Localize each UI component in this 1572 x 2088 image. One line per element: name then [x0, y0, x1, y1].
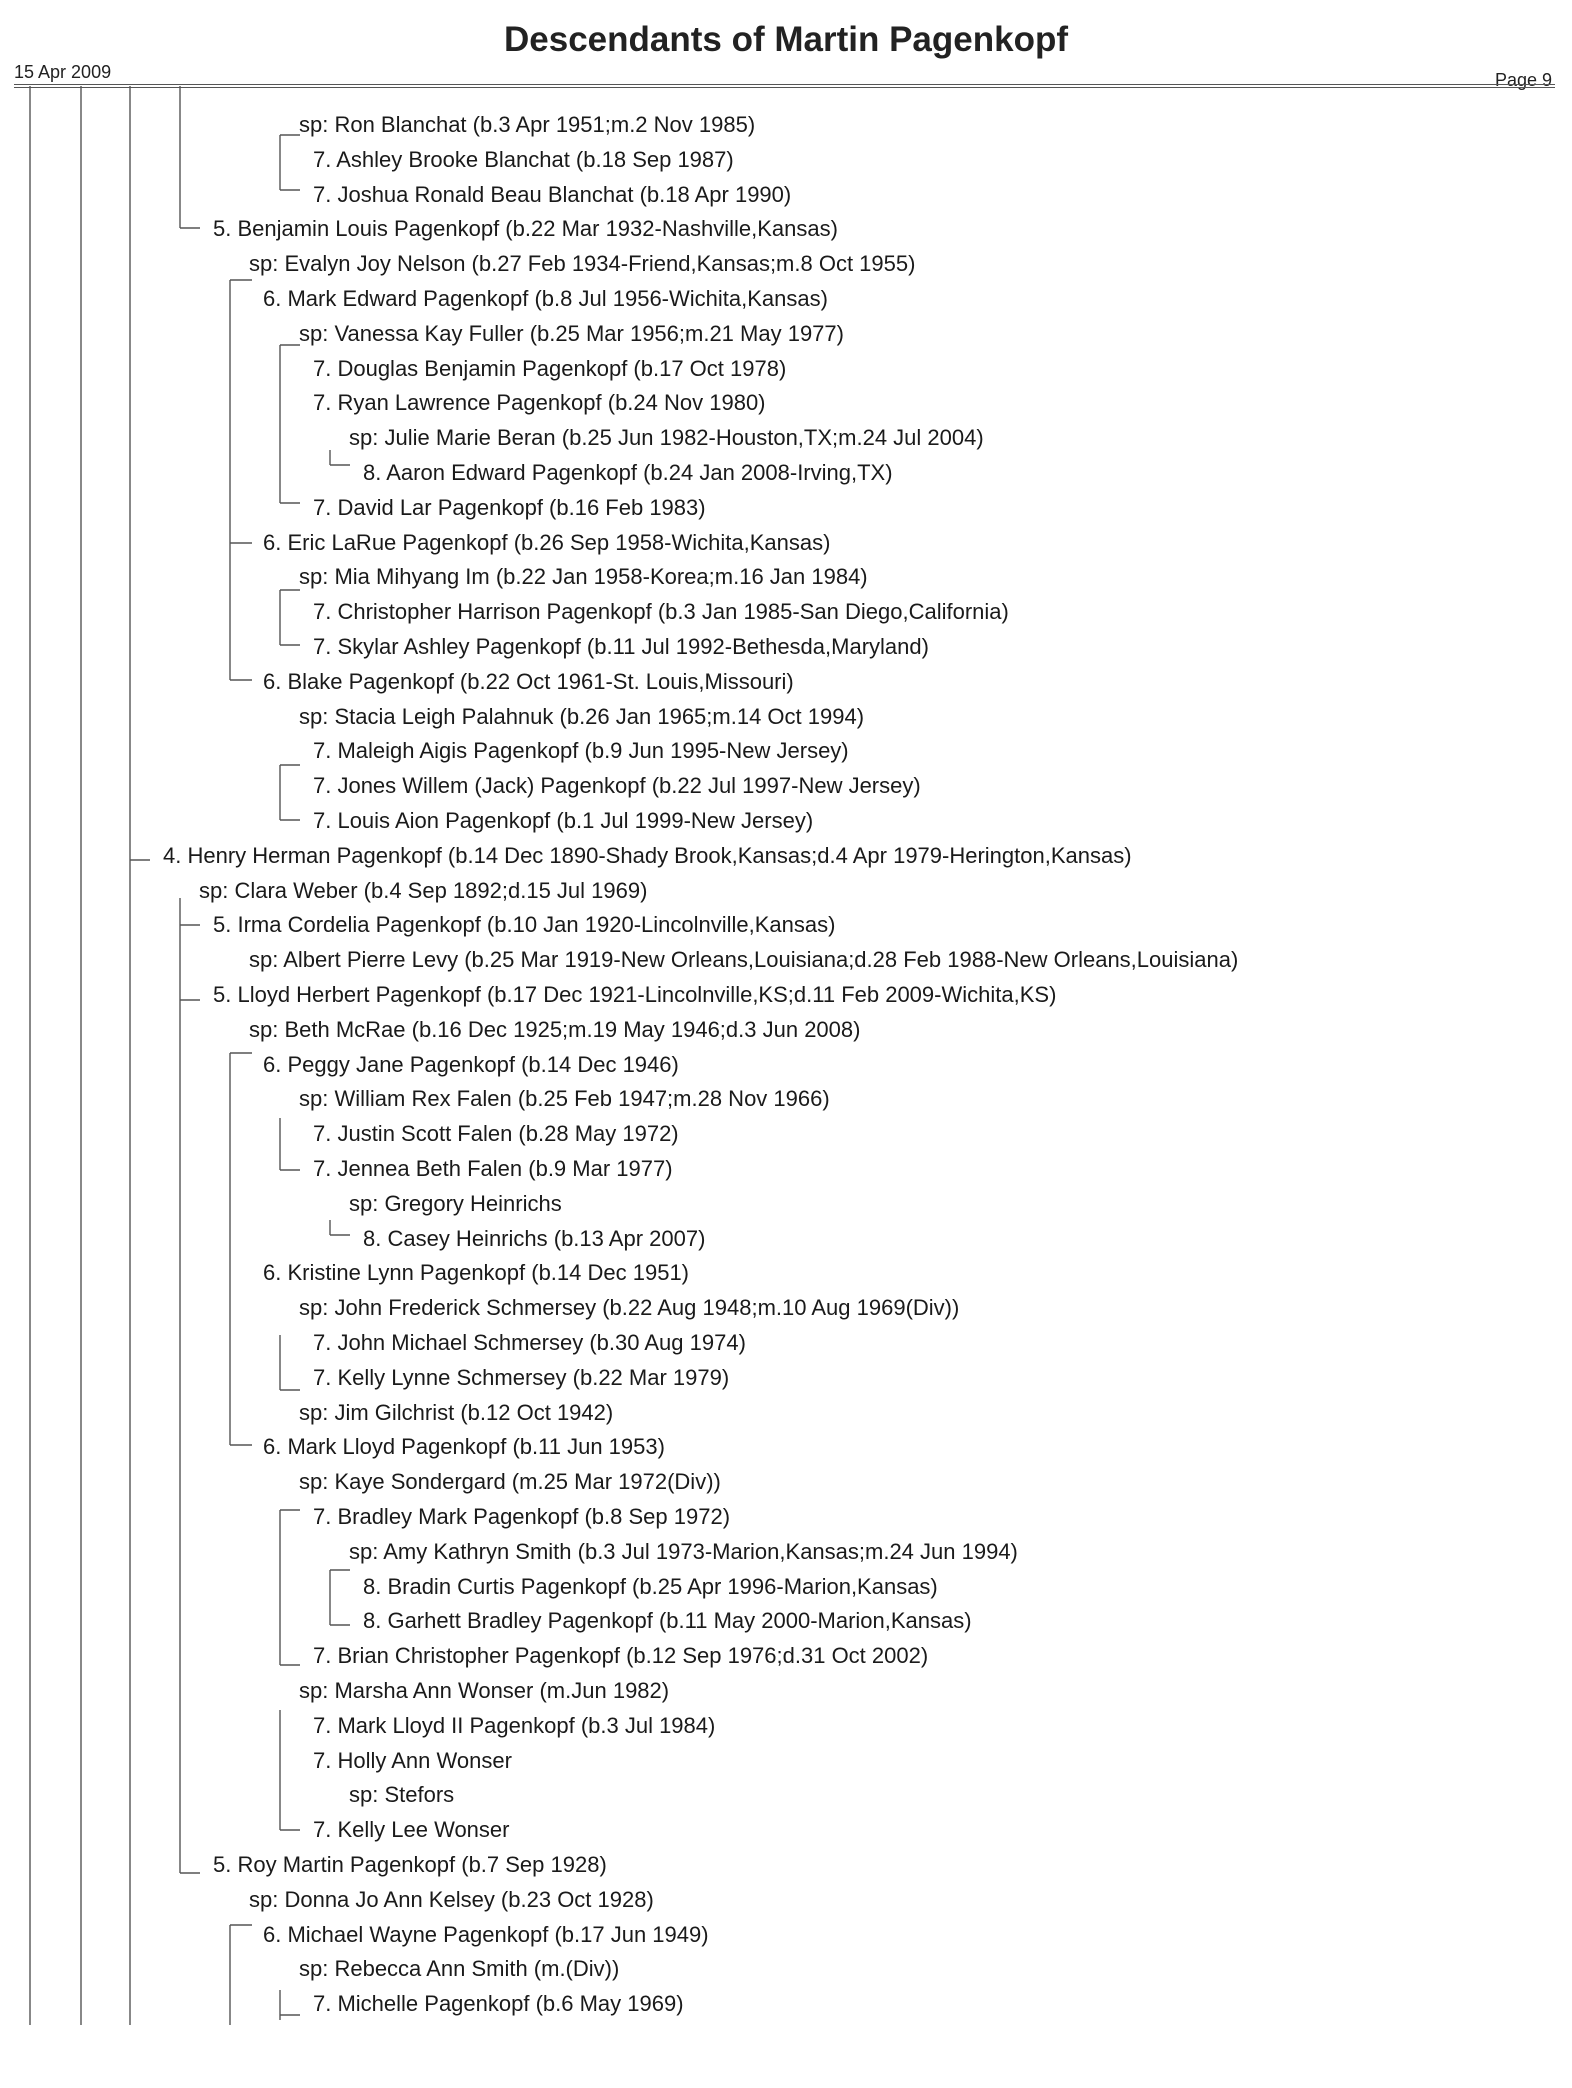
- descendant-entry: 7. Jones Willem (Jack) Pagenkopf (b.22 Jul 1997-New Jersey): [313, 773, 921, 798]
- descendant-entry: 7. Jennea Beth Falen (b.9 Mar 1977): [313, 1156, 673, 1181]
- descendant-entry: 6. Eric LaRue Pagenkopf (b.26 Sep 1958-Wichita,Kansas): [263, 530, 831, 555]
- spouse-entry: sp: Donna Jo Ann Kelsey (b.23 Oct 1928): [249, 1887, 654, 1912]
- descendant-entry: 8. Casey Heinrichs (b.13 Apr 2007): [363, 1226, 706, 1251]
- descendant-entry: 5. Lloyd Herbert Pagenkopf (b.17 Dec 1921-Lincolnville,KS;d.11 Feb 2009-Wichita,KS): [213, 982, 1057, 1007]
- descendant-entry: 7. Maleigh Aigis Pagenkopf (b.9 Jun 1995-New Jersey): [313, 738, 849, 763]
- descendant-entry: 8. Garhett Bradley Pagenkopf (b.11 May 2000-Marion,Kansas): [363, 1608, 972, 1633]
- spouse-entry: sp: Stacia Leigh Palahnuk (b.26 Jan 1965;m.14 Oct 1994): [299, 704, 865, 729]
- spouse-entry: sp: Amy Kathryn Smith (b.3 Jul 1973-Marion,Kansas;m.24 Jun 1994): [349, 1539, 1018, 1564]
- spouse-entry: sp: Jim Gilchrist (b.12 Oct 1942): [299, 1400, 614, 1425]
- descendant-entry: 6. Peggy Jane Pagenkopf (b.14 Dec 1946): [263, 1052, 679, 1077]
- descendant-entry: 8. Bradin Curtis Pagenkopf (b.25 Apr 1996-Marion,Kansas): [363, 1574, 938, 1599]
- spouse-entry: sp: Albert Pierre Levy (b.25 Mar 1919-New Orleans,Louisiana;d.28 Feb 1988-New Orleans,Louisiana): [249, 947, 1239, 972]
- descendant-entry: 6. Michael Wayne Pagenkopf (b.17 Jun 1949): [263, 1922, 709, 1947]
- page-number: Page 9: [1494, 70, 1552, 90]
- report-date: 15 Apr 2009: [14, 62, 112, 82]
- spouse-entry: sp: Evalyn Joy Nelson (b.27 Feb 1934-Friend,Kansas;m.8 Oct 1955): [249, 251, 916, 276]
- descendant-entry: 7. Ashley Brooke Blanchat (b.18 Sep 1987): [313, 147, 734, 172]
- descendant-entry: 7. Joshua Ronald Beau Blanchat (b.18 Apr 1990): [313, 182, 792, 207]
- descendant-entry: 7. Christopher Harrison Pagenkopf (b.3 Jan 1985-San Diego,California): [313, 599, 1009, 624]
- descendant-entry: 7. David Lar Pagenkopf (b.16 Feb 1983): [313, 495, 706, 520]
- spouse-entry: sp: Kaye Sondergard (m.25 Mar 1972(Div)): [299, 1469, 721, 1494]
- descendant-entry: 7. Holly Ann Wonser: [313, 1748, 512, 1773]
- descendant-entry: 7. Mark Lloyd II Pagenkopf (b.3 Jul 1984): [313, 1713, 716, 1738]
- descendant-entry: 5. Benjamin Louis Pagenkopf (b.22 Mar 1932-Nashville,Kansas): [213, 216, 838, 241]
- descendant-entry: 7. John Michael Schmersey (b.30 Aug 1974): [313, 1330, 746, 1355]
- descendant-entry: 7. Kelly Lee Wonser: [313, 1817, 510, 1842]
- spouse-entry: sp: William Rex Falen (b.25 Feb 1947;m.28 Nov 1966): [299, 1086, 830, 1111]
- spouse-entry: sp: Julie Marie Beran (b.25 Jun 1982-Houston,TX;m.24 Jul 2004): [349, 425, 984, 450]
- spouse-entry: sp: Ron Blanchat (b.3 Apr 1951;m.2 Nov 1985): [299, 112, 756, 137]
- descendant-entry: 4. Henry Herman Pagenkopf (b.14 Dec 1890-Shady Brook,Kansas;d.4 Apr 1979-Herington,Kansas): [163, 843, 1132, 868]
- spouse-entry: sp: Gregory Heinrichs: [349, 1191, 562, 1216]
- spouse-entry: sp: Vanessa Kay Fuller (b.25 Mar 1956;m.21 May 1977): [299, 321, 844, 346]
- descendant-entry: 7. Kelly Lynne Schmersey (b.22 Mar 1979): [313, 1365, 730, 1390]
- spouse-entry: sp: Clara Weber (b.4 Sep 1892;d.15 Jul 1969): [199, 878, 648, 903]
- descendant-entry: 7. Justin Scott Falen (b.28 May 1972): [313, 1121, 679, 1146]
- page-title: Descendants of Martin Pagenkopf: [504, 20, 1068, 59]
- spouse-entry: sp: Mia Mihyang Im (b.22 Jan 1958-Korea;m.16 Jan 1984): [299, 564, 868, 589]
- descendant-entry: 5. Irma Cordelia Pagenkopf (b.10 Jan 1920-Lincolnville,Kansas): [213, 912, 836, 937]
- spouse-entry: sp: John Frederick Schmersey (b.22 Aug 1948;m.10 Aug 1969(Div)): [299, 1295, 960, 1320]
- descendant-entry: 8. Aaron Edward Pagenkopf (b.24 Jan 2008-Irving,TX): [363, 460, 893, 485]
- spouse-entry: sp: Marsha Ann Wonser (m.Jun 1982): [299, 1678, 670, 1703]
- descendant-entry: 6. Blake Pagenkopf (b.22 Oct 1961-St. Louis,Missouri): [263, 669, 794, 694]
- descendant-entry: 6. Mark Lloyd Pagenkopf (b.11 Jun 1953): [263, 1434, 665, 1459]
- descendant-entry: 7. Skylar Ashley Pagenkopf (b.11 Jul 1992-Bethesda,Maryland): [313, 634, 929, 659]
- spouse-entry: sp: Rebecca Ann Smith (m.(Div)): [299, 1956, 620, 1981]
- descendant-entry: 6. Mark Edward Pagenkopf (b.8 Jul 1956-Wichita,Kansas): [263, 286, 828, 311]
- spouse-entry: sp: Beth McRae (b.16 Dec 1925;m.19 May 1946;d.3 Jun 2008): [249, 1017, 861, 1042]
- spouse-entry: sp: Stefors: [349, 1782, 455, 1807]
- descendant-entry: 6. Kristine Lynn Pagenkopf (b.14 Dec 1951): [263, 1260, 690, 1285]
- descendant-entry: 7. Louis Aion Pagenkopf (b.1 Jul 1999-New Jersey): [313, 808, 814, 833]
- descendant-entry: 7. Douglas Benjamin Pagenkopf (b.17 Oct 1978): [313, 356, 787, 381]
- descendant-entry: 7. Ryan Lawrence Pagenkopf (b.24 Nov 1980): [313, 390, 766, 415]
- descendant-entry: 7. Brian Christopher Pagenkopf (b.12 Sep 1976;d.31 Oct 2002): [313, 1643, 929, 1668]
- descendant-entry: 7. Bradley Mark Pagenkopf (b.8 Sep 1972): [313, 1504, 731, 1529]
- descendant-entry: 7. Michelle Pagenkopf (b.6 May 1969): [313, 1991, 684, 2016]
- descendant-entry: 5. Roy Martin Pagenkopf (b.7 Sep 1928): [213, 1852, 607, 1877]
